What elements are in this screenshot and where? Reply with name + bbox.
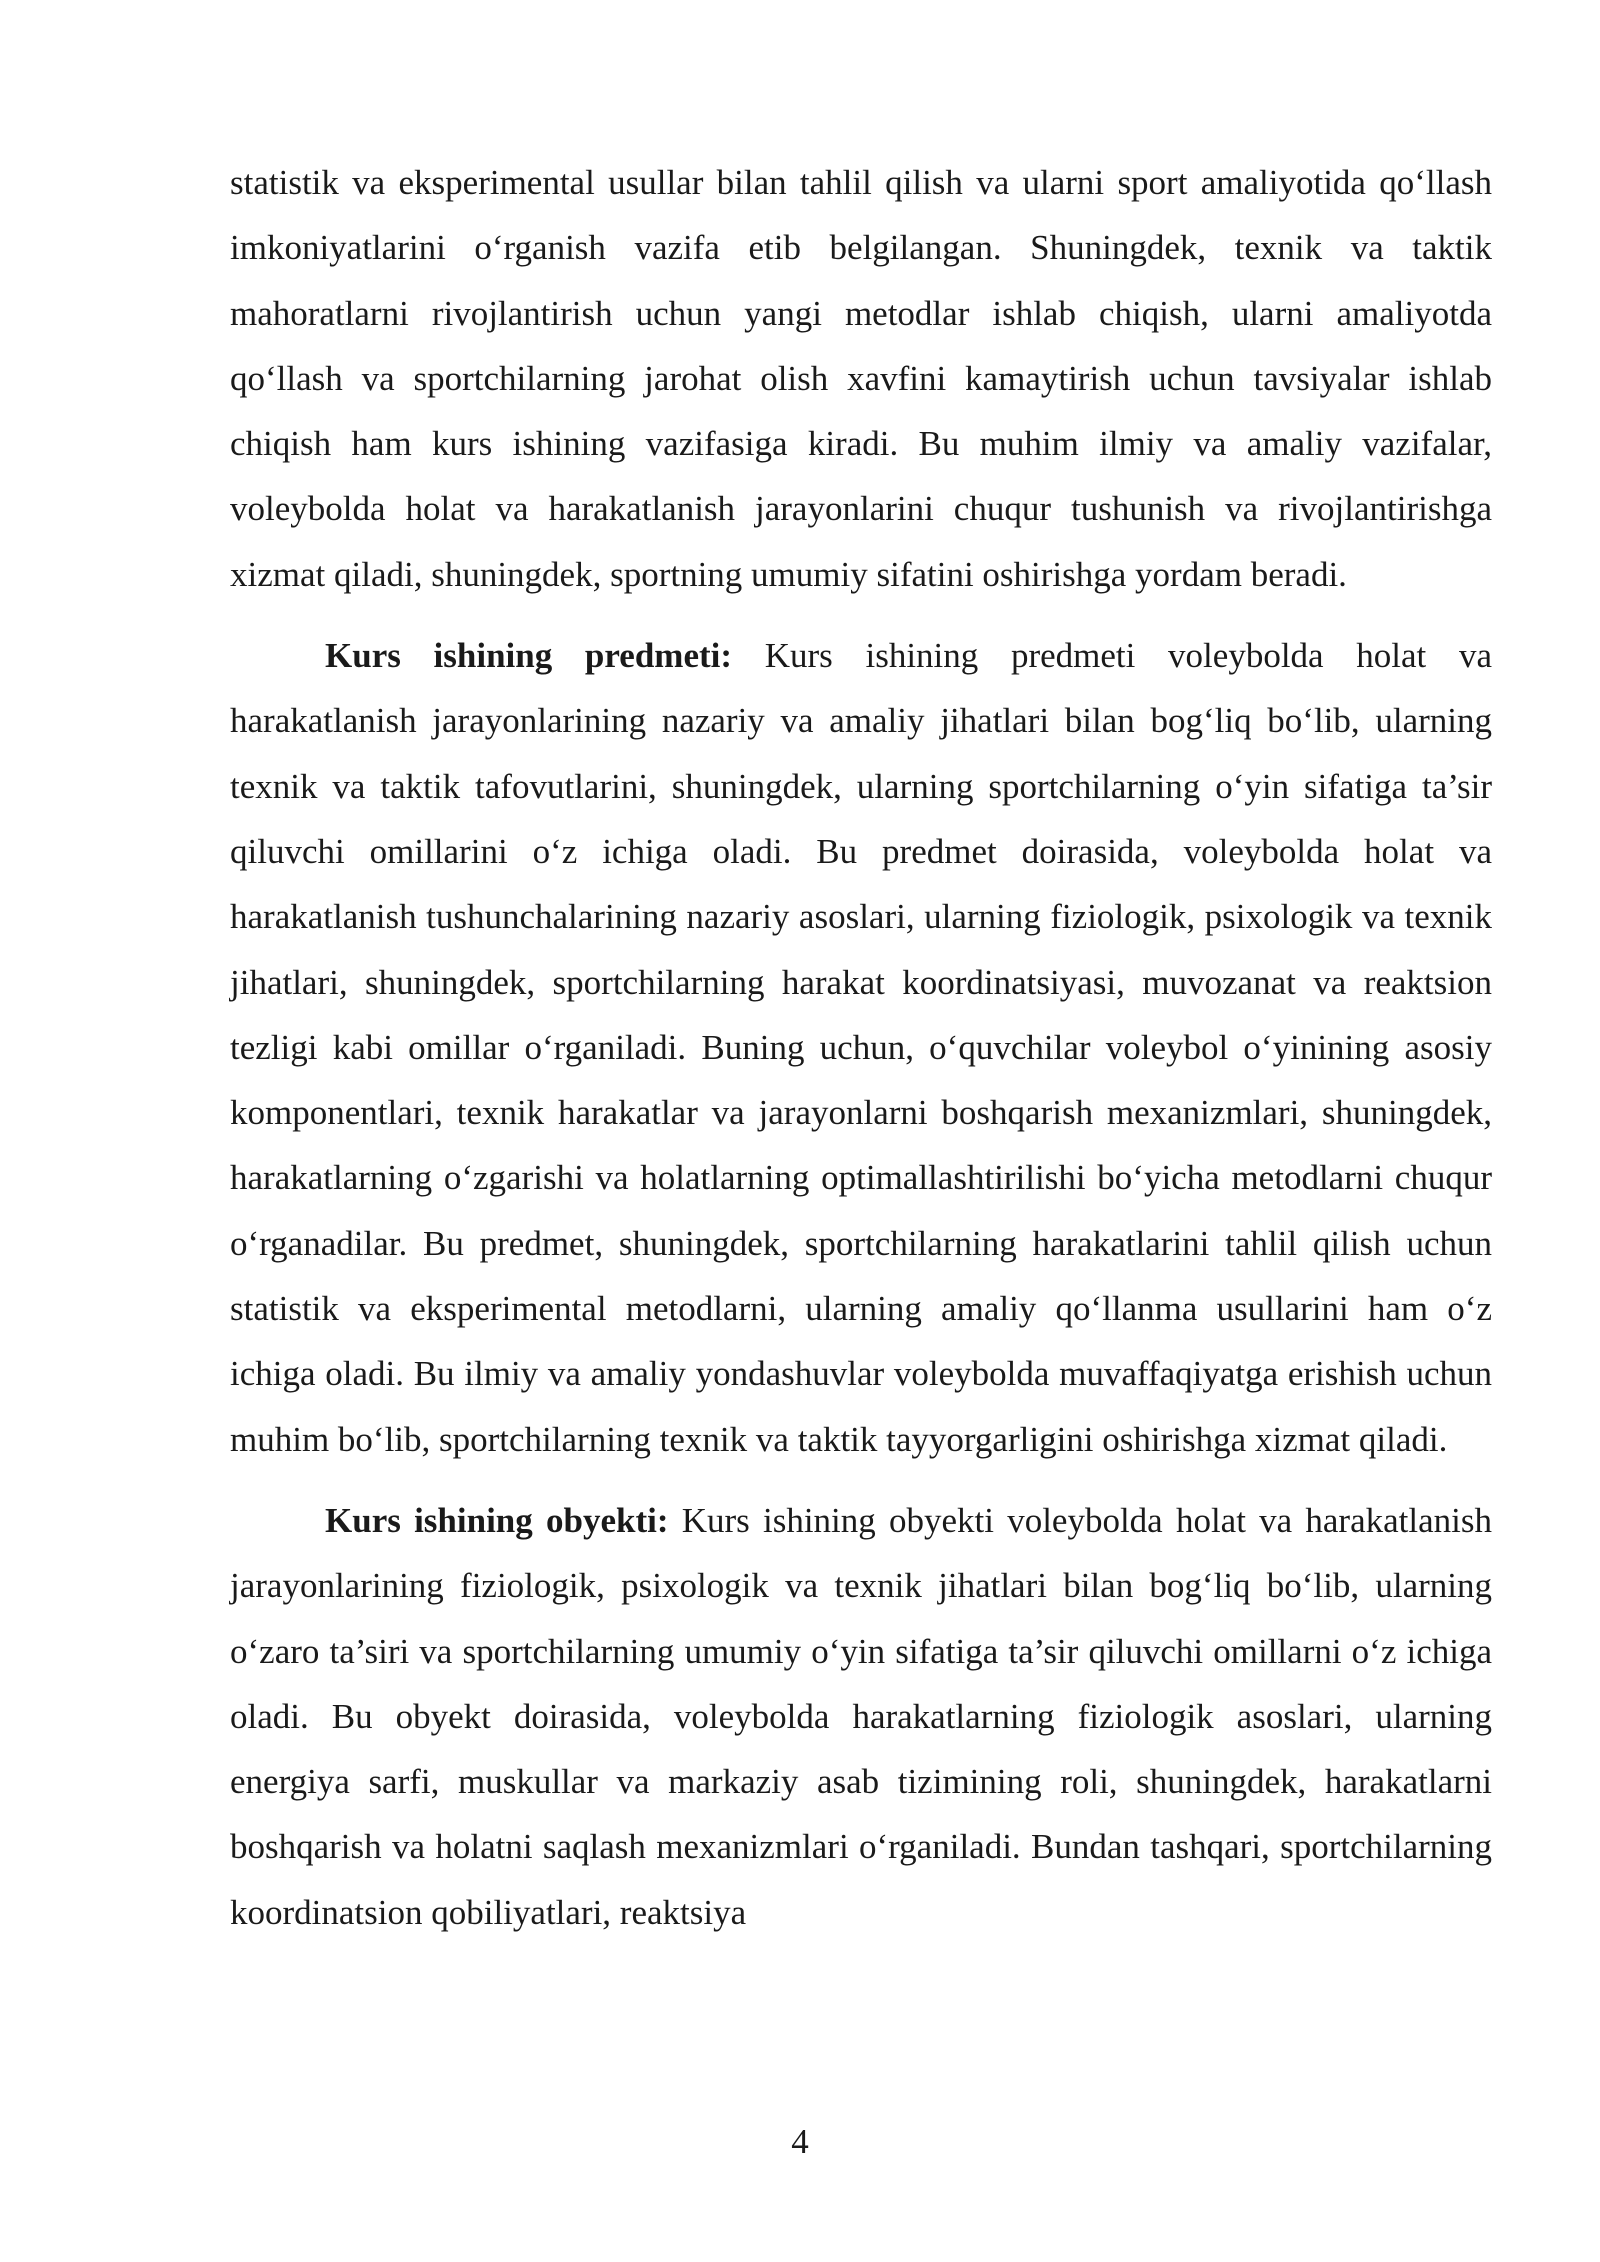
paragraph-object — [230, 1488, 1492, 1945]
paragraph-subject — [230, 623, 1492, 1472]
body-text — [230, 150, 1492, 1945]
object-body: Kurs ishining obyekti voleybolda holat va harakatlanish jarayonlarining fiziologik, psixologik va texnik jihatlari bilan bog‘liq bo‘lib, ularning o‘zaro ta’siri va sportchilarning umumiy o‘yin sifatiga ta’sir qiluvchi omillarni o‘z ichiga oladi. Bu obyekt doirasida, voleybolda harakatlarning fiziologik asoslari, ularning energiya sarfi, muskullar va markaziy asab tizimining roli, shuningdek, harakatlarni boshqarish va holatni saqlash mexanizmlari o‘rganiladi. Bundan tashqari, sportchilarning koordinatsion qobiliyatlari, reaktsiya — [230, 1500, 1492, 1932]
page-number: 4 — [791, 2122, 809, 2161]
subject-body: Kurs ishining predmeti voleybolda holat va harakatlanish jarayonlarining nazariy va amaliy jihatlari bilan bog‘liq bo‘lib, ularning texnik va taktik tafovutlarini, shuningdek, ularning sportchilarning o‘yin sifatiga ta’sir qiluvchi omillarini o‘z ichiga oladi. Bu predmet doirasida, voleybolda holat va harakatlanish tushunchalarining nazariy asoslari, ularning fiziologik, psixologik va texnik jihatlari, shuningdek, sportchilarning harakat koordinatsiyasi, muvozanat va reaktsion tezligi kabi omillar o‘rganiladi. Buning uchun, o‘quvchilar voleybol o‘yinining asosiy komponentlari, texnik harakatlar va jarayonlarni boshqarish mexanizmlari, shuningdek, harakatlarning o‘zgarishi va holatlarning optimallashtirilishi bo‘yicha metodlarni chuqur o‘rganadilar. Bu predmet, shuningdek, sportchilarning harakatlarini tahlil qilish uchun statistik va eksperimental metodlarni, ularning amaliy qo‘llanma usullarini ham o‘z ichiga oladi. Bu ilmiy va amaliy yondashuvlar voleybolda muvaffaqiyatga erishish uchun muhim bo‘lib, sportchilarning texnik va taktik tayyorgarligini oshirishga xizmat qiladi. — [230, 636, 1492, 1459]
subject-heading: Kurs ishining predmeti: — [325, 636, 733, 676]
paragraph-tasks-continued: statistik va eksperimental usullar bilan tahlil qilish va ularni sport amaliyotida qo‘llash imkoniyatlarini o‘rganish vazifa etib belgilangan. Shuningdek, texnik va taktik mahoratlarni rivojlantirish uchun yangi metodlar ishlab chiqish, ularni amaliyotda qo‘llash va sportchilarning jarohat olish xavfini kamaytirish uchun tavsiyalar ishlab chiqish ham kurs ishining vazifasiga kiradi. Bu muhim ilmiy va amaliy vazifalar, voleybolda holat va harakatlanish jarayonlarini chuqur tushunish va rivojlantirishga xizmat qiladi, shuningdek, sportning umumiy sifatini oshirishga yordam beradi. — [230, 163, 1492, 594]
object-heading: Kurs ishining obyekti: — [325, 1500, 669, 1540]
